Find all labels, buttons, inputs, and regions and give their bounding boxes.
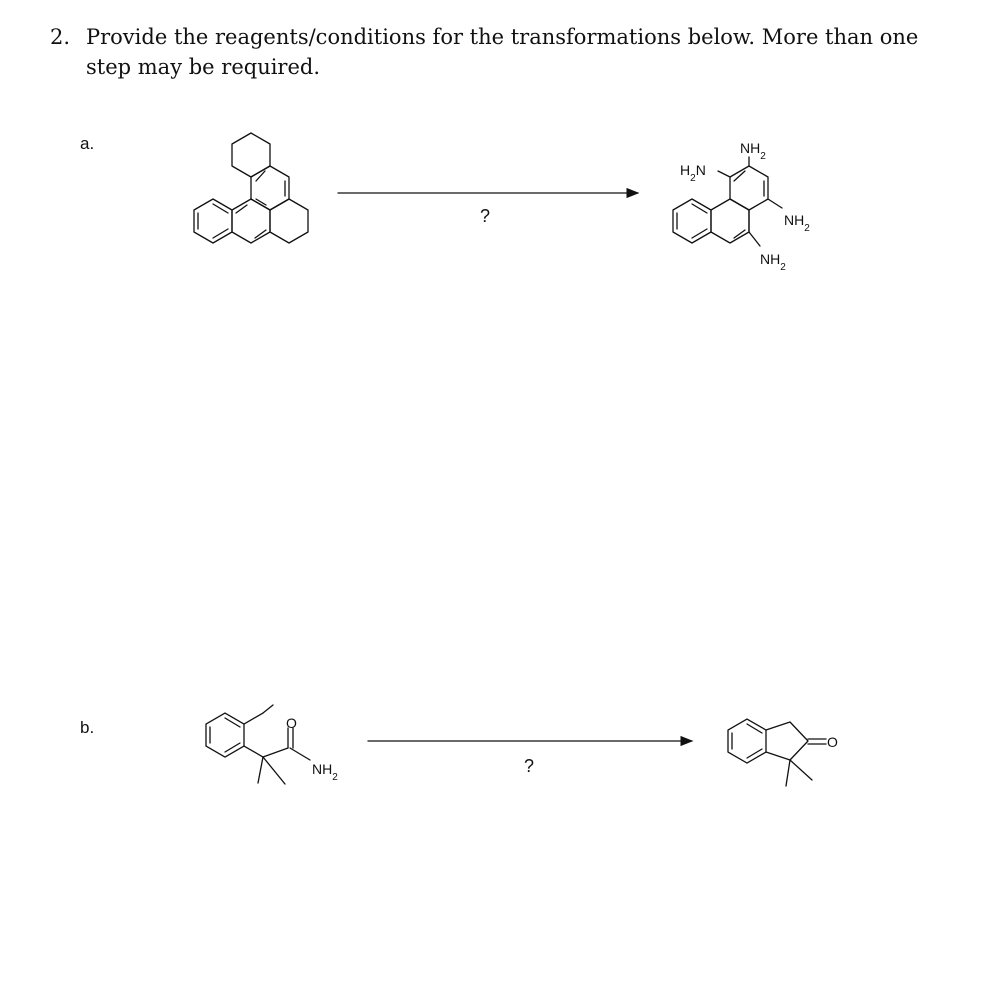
product-a-bond-nh2-right xyxy=(768,199,782,208)
reactant-b-amide-nh2: $NH_2$ xyxy=(312,761,338,783)
question-number: 2. xyxy=(50,25,71,49)
reactant-a-center-ring xyxy=(251,166,289,210)
product-a-top-ring xyxy=(730,166,768,210)
part-a-reactant xyxy=(194,133,308,243)
product-a-benzene-ring xyxy=(673,199,711,243)
reactant-a-right-ring xyxy=(270,199,308,243)
product-a-nh2-right: $NH_2$ xyxy=(784,212,810,234)
reactant-a-benzene-ring xyxy=(194,199,232,243)
product-b-ketone-o: O xyxy=(827,734,838,750)
reactant-a-top-ring xyxy=(232,133,270,177)
product-a-bond-nh2-bottom xyxy=(749,232,760,246)
reactant-a-left-ring xyxy=(232,199,270,243)
product-a-h2n-left: $H_2N$ xyxy=(680,162,706,184)
product-b-benzene-ring xyxy=(728,719,766,763)
part-b-label: b. xyxy=(80,718,95,737)
reactant-b-carbonyl-o: O xyxy=(286,715,297,731)
reactant-b-benzene-ring xyxy=(206,713,244,757)
product-a-bond-h2n-left xyxy=(718,171,730,177)
product-a-nh2-bottom: $NH_2$ xyxy=(760,251,786,273)
question-text: Provide the reagents/conditions for the transformations below. More than one step may be required. xyxy=(86,25,919,79)
part-a-label: a. xyxy=(80,134,95,153)
part-a-reagent-placeholder: ? xyxy=(480,206,491,226)
part-b-product xyxy=(728,719,826,786)
part-b-reagent-placeholder: ? xyxy=(524,756,535,776)
product-b-five-ring xyxy=(766,722,808,760)
product-a-center-ring xyxy=(711,199,749,243)
product-a-nh2-top: $NH_2$ xyxy=(740,140,766,162)
